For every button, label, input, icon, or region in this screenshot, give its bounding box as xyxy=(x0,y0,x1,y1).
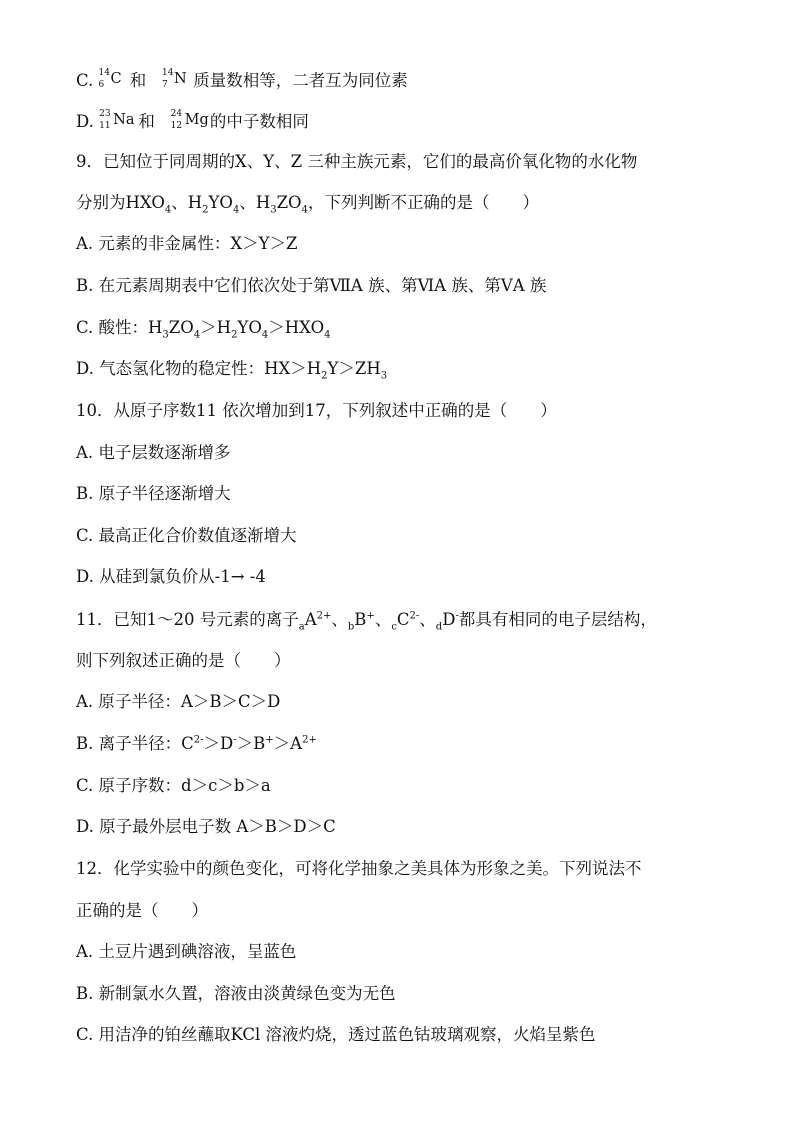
q11-stem-line1: 11．已知1～20 号元素的离子$_aA^{2+}$、$_b$B+、$_cC^{2-}$、$_d$D-都具有相同的电子层结构， xyxy=(76,610,657,633)
q11-option-b: B. 离子半径：$C^{2-}>D^->B^+>A^{2+}$ xyxy=(76,734,317,753)
q12-option-c: C. 用洁净的铂丝蘸取KCl 溶液灼烧，透过蓝色钴玻璃观察，火焰呈紫色 xyxy=(76,1025,596,1044)
q11-option-d: D. 原子最外层电子数 A＞B＞D＞C xyxy=(76,817,336,836)
q10-option-c: C. 最高正化合价数值逐渐增大 xyxy=(76,526,297,545)
q12-stem-line1: 12．化学实验中的颜色变化，可将化学抽象之美具体为形象之美。下列说法不 xyxy=(76,859,642,878)
q12-option-b: B. 新制氯水久置，溶液由淡黄绿色变为无色 xyxy=(76,984,396,1003)
q9-stem-line1: 9．已知位于同周期的X、Y、Z 三种主族元素，它们的最高价氧化物的水化物 xyxy=(76,152,638,171)
q11-stem-line2: 则下列叙述正确的是（ ） xyxy=(76,651,291,670)
nuclide-n14: 14 7 N xyxy=(162,68,187,90)
q11-option-c: C. 原子序数：d＞c＞b＞a xyxy=(76,776,271,795)
option-8d: D. 23 11 Na 和 24 12 Mg 的中子数相同 xyxy=(76,109,309,131)
q9-option-a: A. 元素的非金属性：X＞Y＞Z xyxy=(76,234,298,253)
q12-stem-line2: 正确的是（ ） xyxy=(76,901,208,920)
q9-option-b: B. 在元素周期表中它们依次处于第ⅦA 族、第ⅥA 族、第ⅤA 族 xyxy=(76,276,547,295)
nuclide-na23: 23 11 Na xyxy=(99,109,135,131)
nuclide-c14: 14 6 C xyxy=(98,68,122,90)
q11-option-a: A. 原子半径：A＞B＞C＞D xyxy=(76,692,281,711)
q9-option-d: D. 气态氢化物的稳定性：$HX>H_2Y>ZH_3$ xyxy=(76,359,388,382)
q12-option-a: A. 土豆片遇到碘溶液，呈蓝色 xyxy=(76,942,297,961)
q10-option-d: D. 从硅到氯负价从-1→ -4 xyxy=(76,567,266,586)
nuclide-mg24: 24 12 Mg xyxy=(170,109,209,131)
q9-option-c: C. 酸性：$H_3ZO_4>H_2YO_4>HXO_4$ xyxy=(76,318,331,341)
q10-option-a: A. 电子层数逐渐增多 xyxy=(76,443,231,462)
q10-stem: 10．从原子序数11 依次增加到17，下列叙述中正确的是（ ） xyxy=(76,401,557,420)
option-8c: C. 14 6 C 和 14 7 N 质量数相等，二者互为同位素 xyxy=(76,68,408,90)
q10-option-b: B. 原子半径逐渐增大 xyxy=(76,484,231,503)
q9-stem-line2: 分别为$HXO_4$、$H_2YO_4$、$H_3ZO_4$，下列判断不正确的是（ ） xyxy=(76,193,539,216)
